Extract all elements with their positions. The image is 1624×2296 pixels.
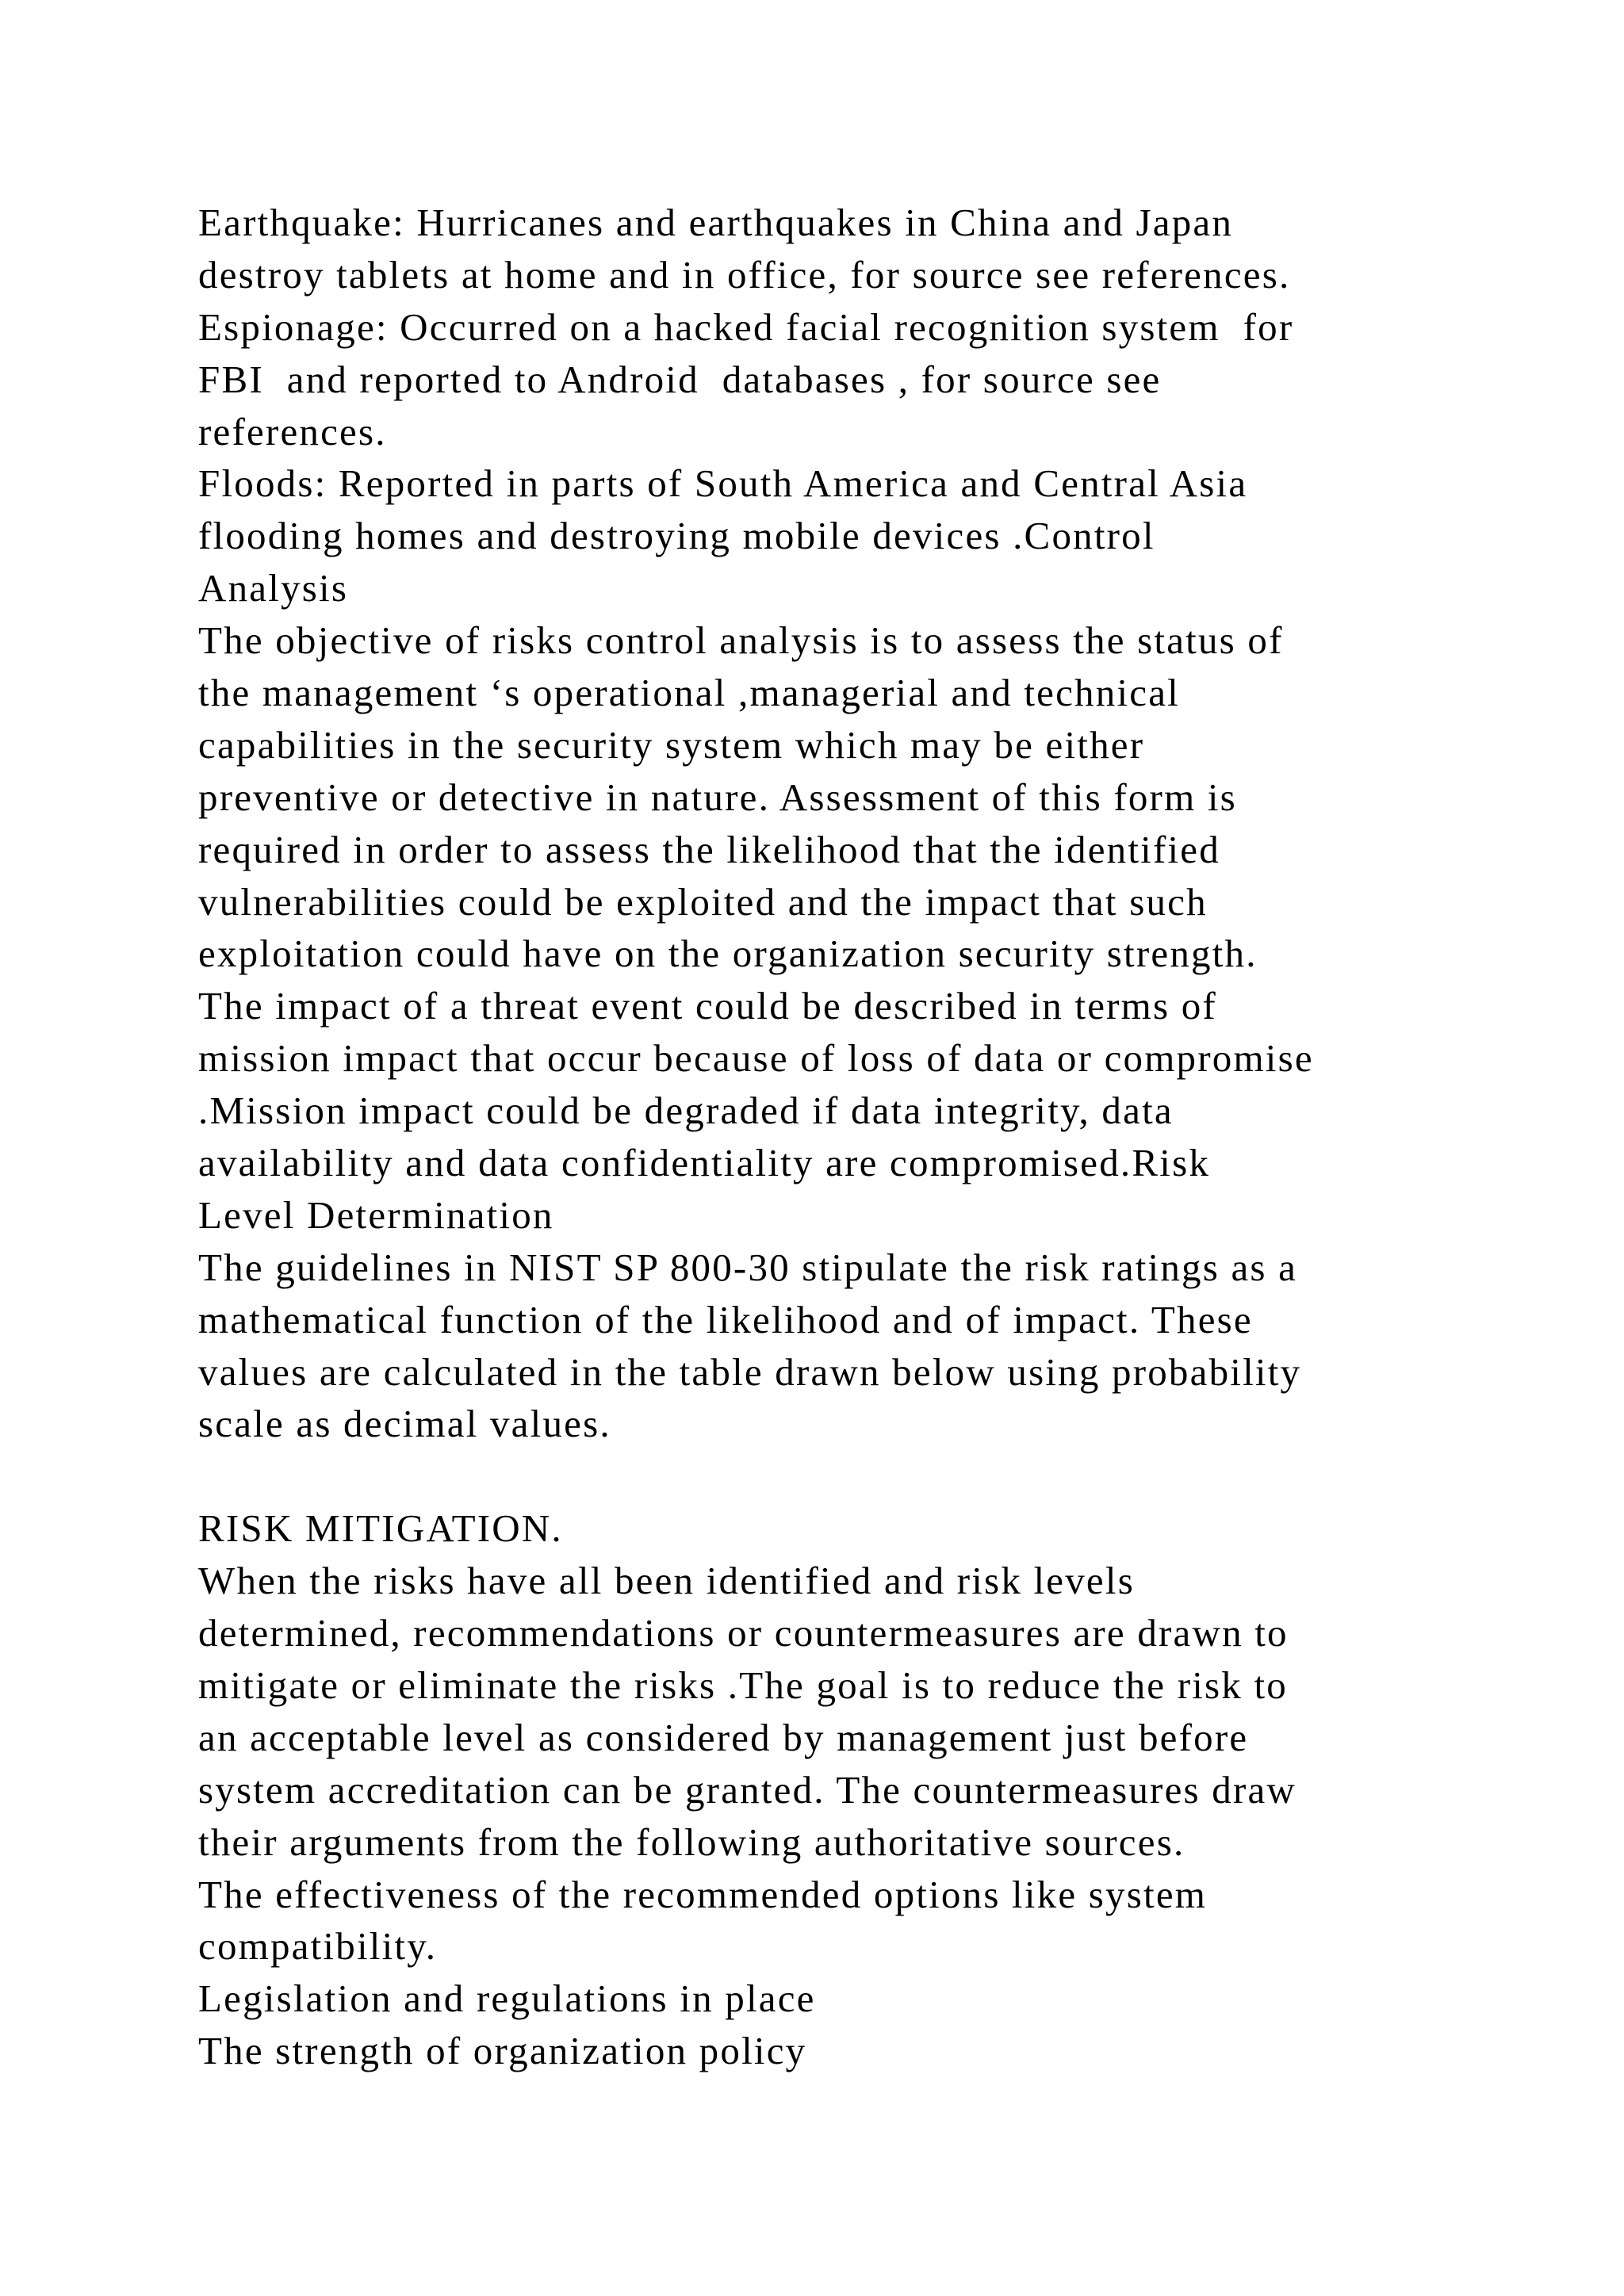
text-line: mission impact that occur because of loss of data or compromise: [198, 1036, 1314, 1081]
section-heading: RISK MITIGATION.: [198, 1506, 563, 1551]
text-line: required in order to assess the likelihood that the identified: [198, 827, 1220, 871]
text-line: exploitation could have on the organization security strength.: [198, 932, 1258, 976]
text-line: mathematical function of the likelihood and of impact. These: [198, 1297, 1253, 1341]
text-line: The effectiveness of the recommended options like system: [198, 1872, 1208, 1916]
text-line: Espionage: Occurred on a hacked facial recognition system for: [198, 304, 1294, 349]
text-line: The guidelines in NIST SP 800-30 stipulate the risk ratings as a: [198, 1245, 1298, 1289]
text-line: FBI and reported to Android databases , for source see: [198, 357, 1162, 401]
text-line: Level Determination: [198, 1192, 554, 1237]
text-line: The objective of risks control analysis is to assess the status of: [198, 618, 1284, 663]
text-line: .Mission impact could be degraded if data integrity, data: [198, 1089, 1174, 1133]
text-line: determined, recommendations or countermeasures are drawn to: [198, 1611, 1289, 1655]
text-line: Floods: Reported in parts of South America and Central Asia: [198, 461, 1248, 506]
text-line: vulnerabilities could be exploited and the impact that such: [198, 879, 1208, 924]
text-line: system accreditation can be granted. The countermeasures draw: [198, 1767, 1297, 1812]
text-line: compatibility.: [198, 1924, 438, 1969]
text-line: preventive or detective in nature. Assessment of this form is: [198, 775, 1237, 819]
text-line: mitigate or eliminate the risks .The goal is to reduce the risk to: [198, 1663, 1288, 1707]
text-line: The strength of organization policy: [198, 2029, 807, 2073]
document-body: [198, 197, 1507, 2077]
text-line: their arguments from the following authoritative sources.: [198, 1820, 1185, 1864]
text-line: values are calculated in the table drawn below using probability: [198, 1349, 1302, 1394]
text-line: availability and data confidentiality are compromised.Risk: [198, 1141, 1211, 1185]
text-line: flooding homes and destroying mobile devices .Control: [198, 514, 1155, 558]
text-line: Earthquake: Hurricanes and earthquakes in China and Japan: [198, 201, 1234, 244]
text-line: destroy tablets at home and in office, for source see references.: [198, 252, 1291, 297]
text-line: references.: [198, 409, 387, 453]
text-line: capabilities in the security system which may be either: [198, 722, 1145, 767]
text-line: When the risks have all been identified and risk levels: [198, 1559, 1135, 1603]
text-line: Legislation and regulations in place: [198, 1976, 816, 2021]
text-line: Analysis: [198, 566, 349, 610]
text-line: The impact of a threat event could be described in terms of: [198, 984, 1217, 1028]
text-line: an acceptable level as considered by management just before: [198, 1715, 1249, 1759]
blank-line: [198, 1450, 1507, 1502]
text-line: the management ‘s operational ,managerial and technical: [198, 671, 1180, 715]
text-line: scale as decimal values.: [198, 1402, 611, 1446]
